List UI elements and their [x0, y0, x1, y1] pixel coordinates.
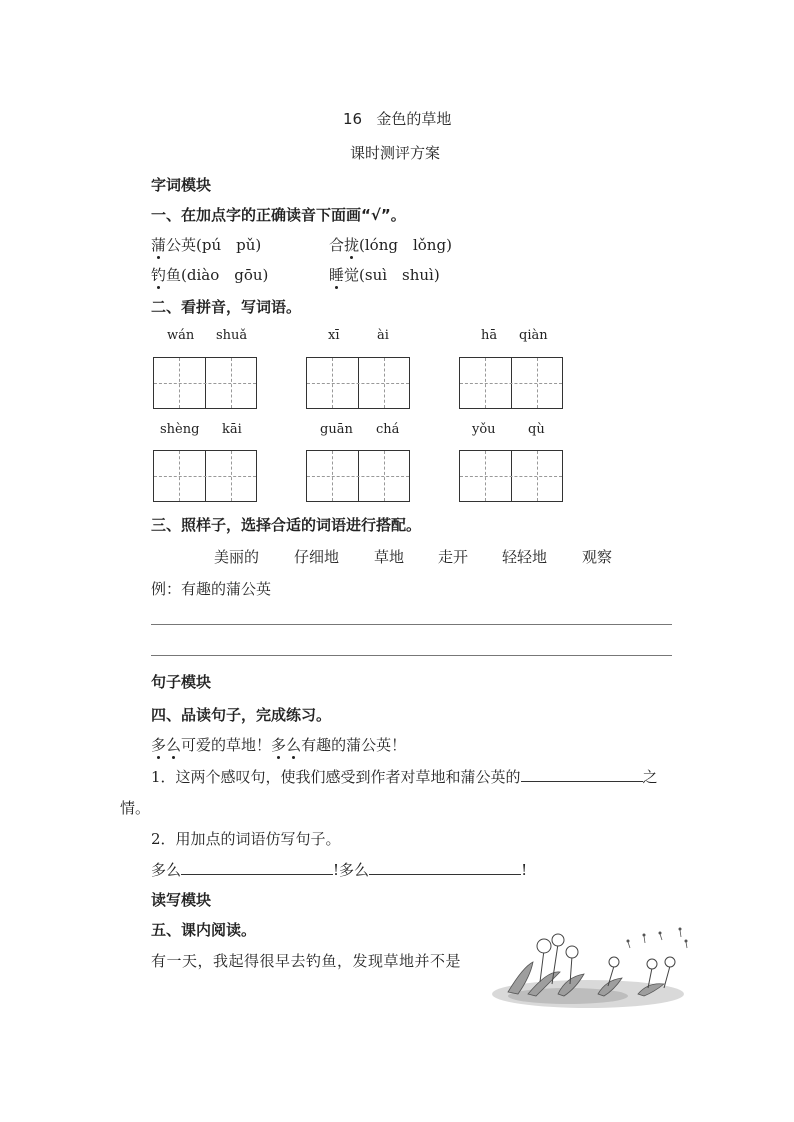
pinyin-label: kāi [222, 422, 242, 437]
q3-word: 仔细地 [294, 548, 340, 566]
pinyin-label: qiàn [519, 328, 548, 343]
answer-line[interactable] [151, 624, 672, 625]
q4-prompt: 四、品读句子，完成练习。 [151, 706, 332, 724]
lesson-number: 16 [343, 110, 363, 128]
q1-prompt: 一、在加点字的正确读音下面画“√”。 [151, 206, 406, 224]
writing-grid[interactable] [306, 450, 410, 502]
pinyin-label: ài [377, 328, 389, 343]
reading-passage: 有一天，我起得很早去钓鱼，发现草地并不是 [151, 952, 462, 970]
writing-grid[interactable] [459, 450, 563, 502]
fill-blank[interactable] [181, 860, 333, 875]
q4-sub1 [151, 766, 658, 787]
q3-example: 例：有趣的蒲公英 [151, 580, 272, 598]
q3-word: 观察 [582, 548, 613, 566]
pinyin-label: xī [328, 328, 340, 343]
module-reading-title: 读写模块 [151, 891, 212, 909]
q3-word: 草地 [374, 548, 405, 566]
q4-sentence: 多么可爱的草地！多么有趣的蒲公英！ [151, 736, 407, 754]
q1-item-1: 蒲公英(pú pǔ) [151, 236, 262, 254]
writing-grid[interactable] [459, 357, 563, 409]
writing-grid[interactable] [153, 357, 257, 409]
q2-prompt: 二、看拼音，写词语。 [151, 298, 302, 316]
module-sentences-title: 句子模块 [151, 673, 212, 691]
q4-fill-line [151, 859, 527, 880]
fill-blank[interactable] [521, 767, 643, 782]
q3-word: 轻轻地 [502, 548, 548, 566]
pinyin-label: wán [167, 328, 195, 343]
pinyin-label: shuǎ [216, 328, 248, 343]
pinyin-label: hā [481, 328, 498, 343]
pinyin-label: guān [320, 422, 353, 437]
fill-word: 多么 [151, 861, 182, 879]
page-subtitle: 课时测评方案 [350, 144, 441, 162]
q5-prompt: 五、课内阅读。 [151, 921, 257, 939]
q3-word: 走开 [438, 548, 469, 566]
q1-item-4: 睡觉(suì shuì) [329, 266, 440, 284]
pinyin-label: chá [376, 422, 400, 437]
fill-mark: ! [521, 861, 528, 879]
writing-grid[interactable] [153, 450, 257, 502]
fill-word: 多么 [339, 861, 370, 879]
q1-item-3: 钓鱼(diào gōu) [151, 266, 269, 284]
q4-sub1-end: 之 [642, 768, 658, 786]
dandelion-illustration [488, 922, 694, 1012]
q4-sub1-text: 1．这两个感叹句，使我们感受到作者对草地和蒲公英的 [151, 768, 521, 786]
pinyin-label: qù [528, 422, 545, 437]
q1-item-2: 合拢(lóng lǒng) [329, 236, 452, 254]
pinyin-label: shèng [160, 422, 200, 437]
module-words-title: 字词模块 [151, 176, 212, 194]
answer-line[interactable] [151, 655, 672, 656]
writing-grid[interactable] [306, 357, 410, 409]
q4-sub1-wrap: 情。 [120, 799, 151, 817]
q3-word: 美丽的 [214, 548, 260, 566]
pinyin-label: yǒu [472, 422, 496, 437]
fill-mark: ! [333, 861, 340, 879]
q4-sub2: 2．用加点的词语仿写句子。 [151, 830, 341, 848]
q3-prompt: 三、照样子，选择合适的词语进行搭配。 [151, 516, 422, 534]
fill-blank[interactable] [369, 860, 521, 875]
lesson-title [343, 108, 451, 129]
lesson-name: 金色的草地 [376, 110, 452, 128]
